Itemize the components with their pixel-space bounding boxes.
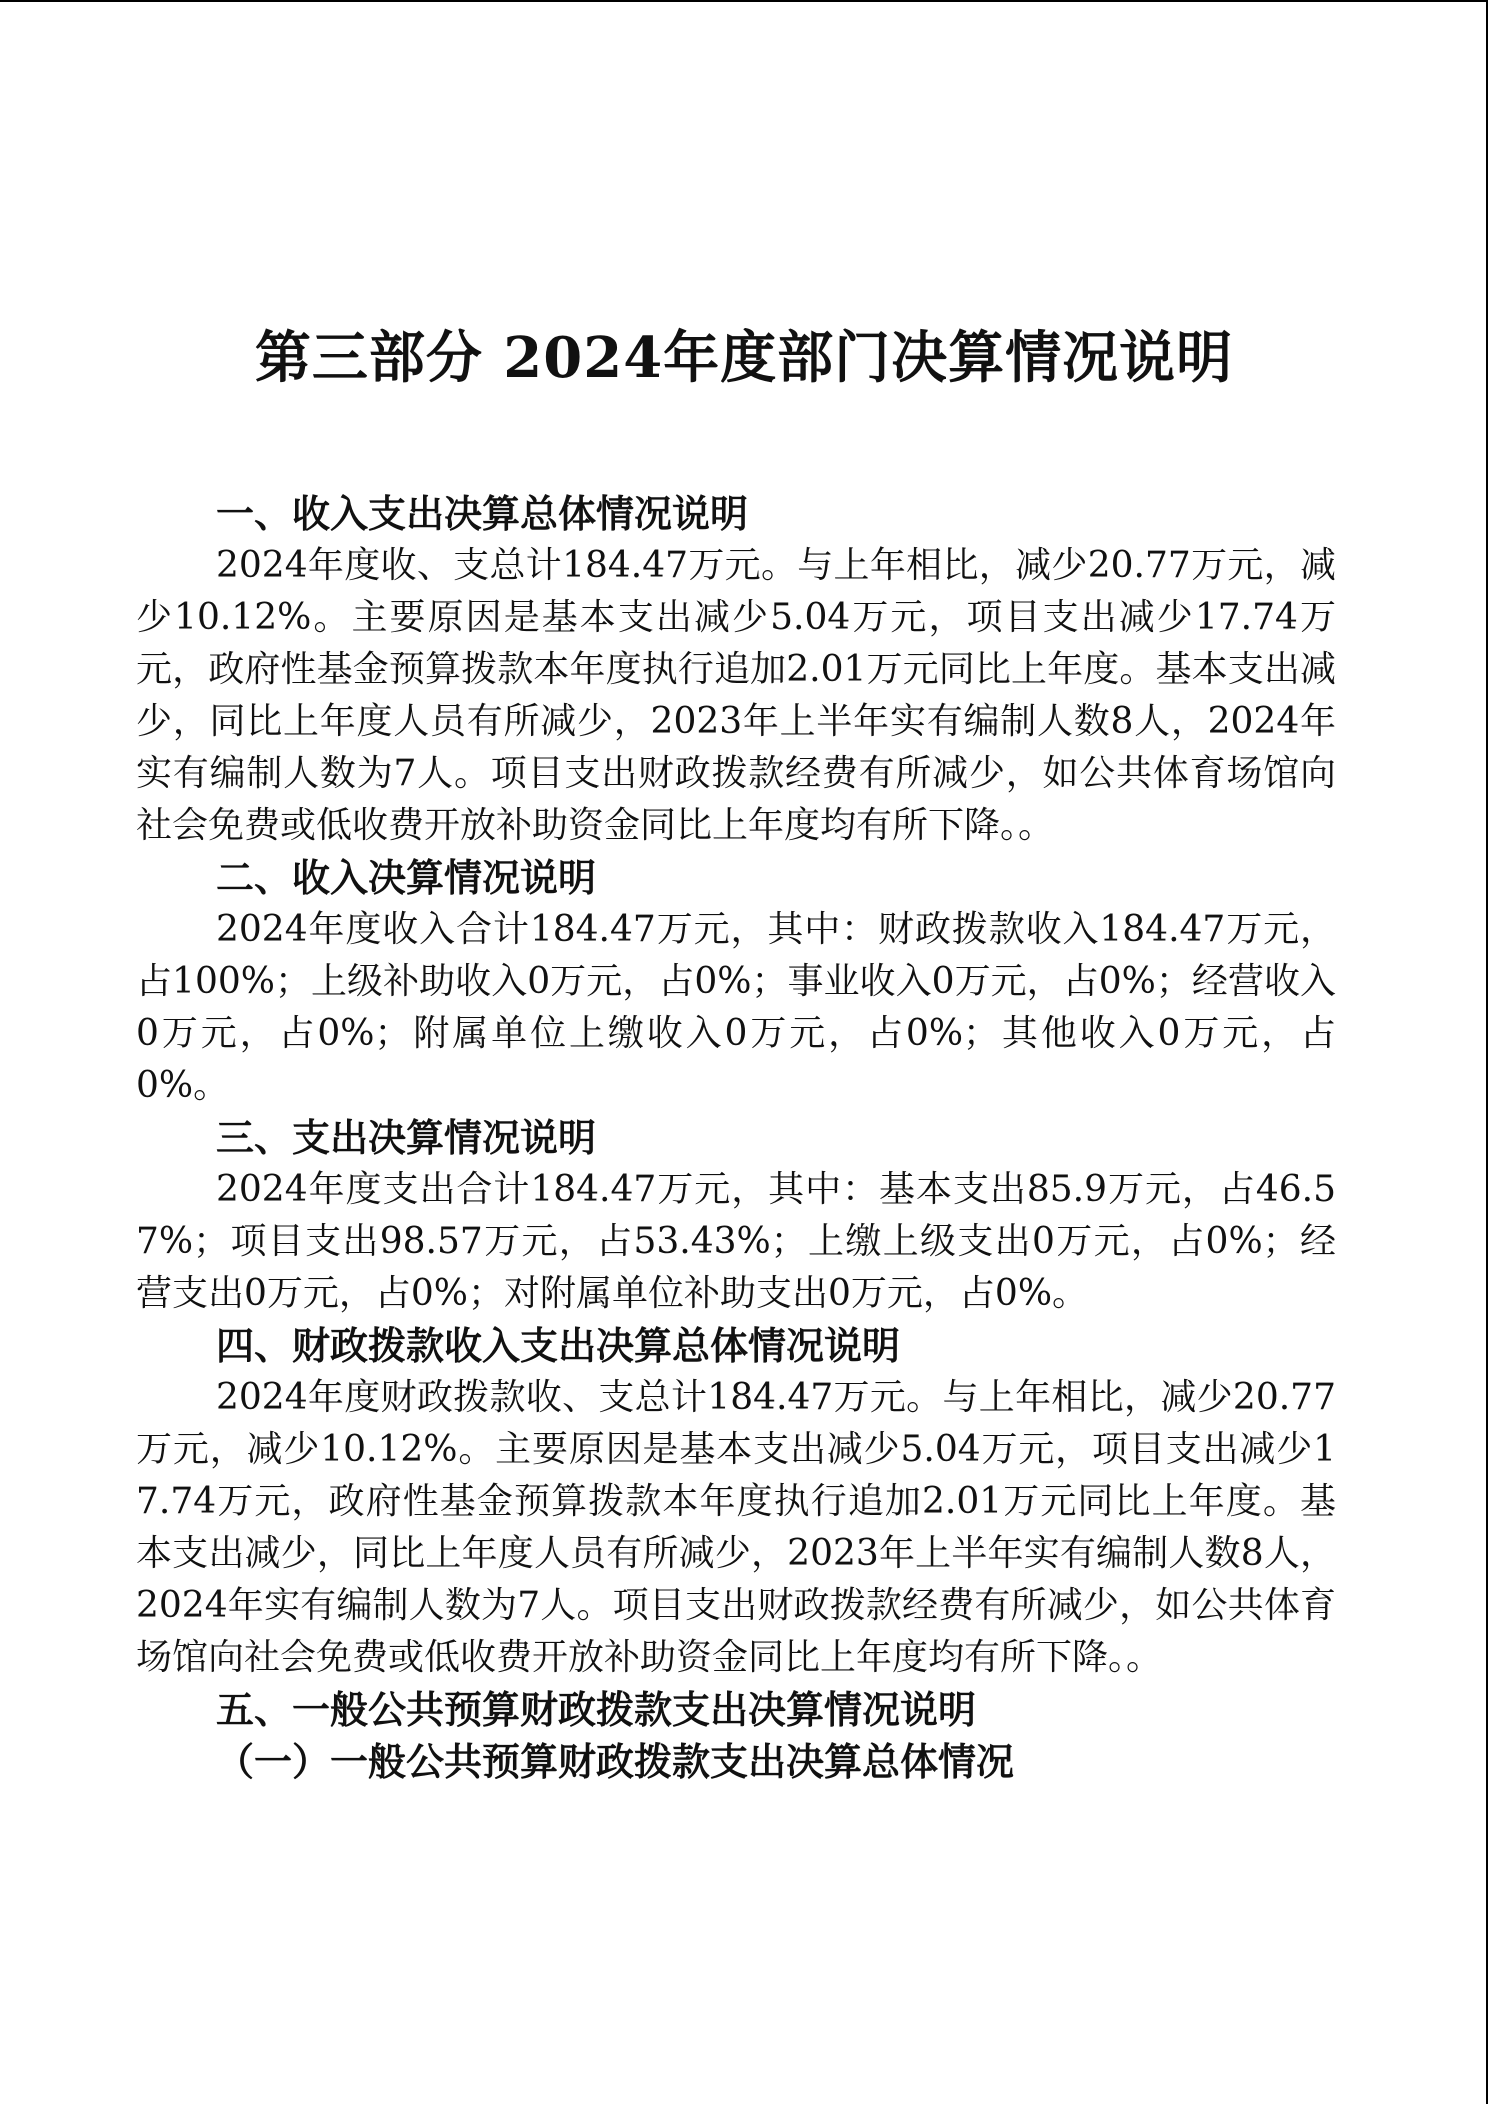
section-heading-4: 四、财政拨款收入支出决算总体情况说明 <box>216 1323 901 1368</box>
section-heading-2: 二、收入决算情况说明 <box>216 855 597 900</box>
section-body-2: 2024年度收入合计184.47万元，其中：财政拨款收入184.47万元，占100%；上级补助收入0万元，占0%；事业收入0万元，占0%；经营收入0万元，占0%；附属单位上缴收入0万元，占0%；其他收入0万元，占0%。 <box>136 909 1336 1106</box>
page-title: 第三部分 2024年度部门决算情况说明 <box>254 325 1234 391</box>
section-heading-5: 五、一般公共预算财政拨款支出决算情况说明 <box>216 1687 977 1732</box>
page-border-top <box>0 0 1488 2</box>
section-heading-3: 三、支出决算情况说明 <box>216 1115 597 1160</box>
section-body-4: 2024年度财政拨款收、支总计184.47万元。与上年相比，减少20.77万元，减少10.12%。主要原因是基本支出减少5.04万元，项目支出减少17.74万元，政府性基金预算拨款本年度执行追加2.01万元同比上年度。基本支出减少，同比上年度人员有所减少，2023年上半年实有编制人数8人，2024年实有编制人数为7人。项目支出财政拨款经费有所减少，如公共体育场馆向社会免费或低收费开放补助资金同比上年度均有所下降。。 <box>136 1377 1336 1678</box>
document-body <box>136 488 1336 1788</box>
subsection-heading-5-1: （一）一般公共预算财政拨款支出决算总体情况 <box>216 1739 1015 1784</box>
section-body-1: 2024年度收、支总计184.47万元。与上年相比，减少20.77万元，减少10.12%。主要原因是基本支出减少5.04万元，项目支出减少17.74万元，政府性基金预算拨款本年度执行追加2.01万元同比上年度。基本支出减少，同比上年度人员有所减少，2023年上半年实有编制人数8人，2024年实有编制人数为7人。项目支出财政拨款经费有所减少，如公共体育场馆向社会免费或低收费开放补助资金同比上年度均有所下降。。 <box>136 545 1336 846</box>
section-heading-1: 一、收入支出决算总体情况说明 <box>216 491 749 536</box>
section-body-3: 2024年度支出合计184.47万元，其中：基本支出85.9万元，占46.57%；项目支出98.57万元，占53.43%；上缴上级支出0万元，占0%；经营支出0万元，占0%；对附属单位补助支出0万元，占0%。 <box>136 1169 1336 1314</box>
